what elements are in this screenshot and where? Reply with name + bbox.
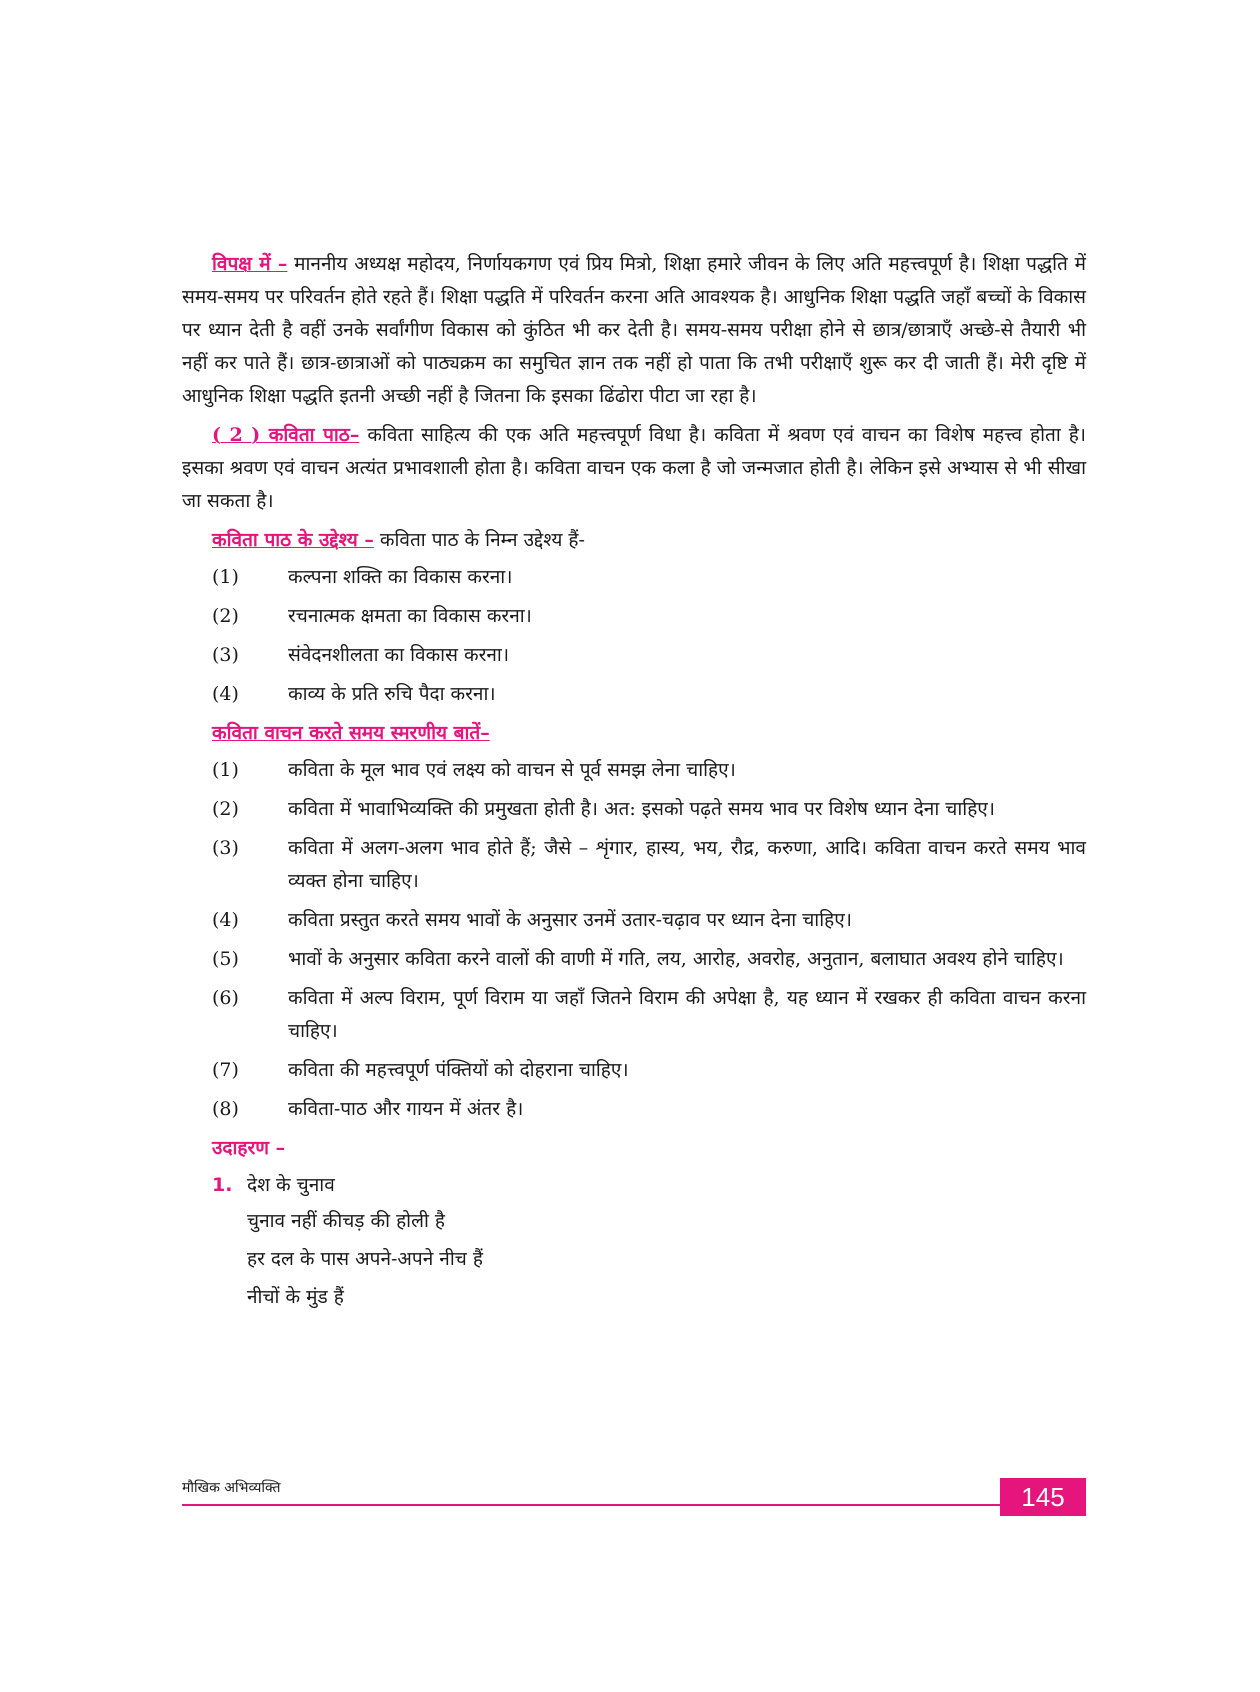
list-text: कविता-पाठ और गायन में अंतर है। bbox=[288, 1098, 524, 1120]
page-footer bbox=[182, 1478, 1086, 1518]
list-item bbox=[182, 600, 1086, 633]
section-kavita-path-label: ( 2 ) कविता पाठ– bbox=[212, 424, 360, 446]
example-title-row bbox=[212, 1169, 1086, 1202]
list-text: कविता में अल्प विराम, पूर्ण विराम या जहाँ जितने विराम की अपेक्षा है, यह ध्यान में रखकर ही कविता वाचन करना चाहिए। bbox=[288, 987, 1086, 1042]
objectives-heading bbox=[212, 524, 1086, 557]
list-item bbox=[182, 1093, 1086, 1126]
list-item bbox=[182, 982, 1086, 1048]
list-number: (1) bbox=[212, 566, 239, 588]
list-text: रचनात्मक क्षमता का विकास करना। bbox=[288, 605, 532, 627]
list-item bbox=[182, 943, 1086, 976]
list-text: कविता की महत्त्वपूर्ण पंक्तियों को दोहराना चाहिए। bbox=[288, 1059, 629, 1081]
list-item bbox=[182, 793, 1086, 826]
objectives-intro: कविता पाठ के निम्न उद्देश्य हैं- bbox=[379, 529, 585, 551]
list-item bbox=[182, 639, 1086, 672]
chapter-title: मौखिक अभिव्यक्ति bbox=[182, 1480, 281, 1496]
list-number: (2) bbox=[212, 605, 239, 627]
list-item bbox=[182, 1054, 1086, 1087]
list-number: (3) bbox=[212, 644, 239, 666]
list-item bbox=[182, 754, 1086, 787]
list-item bbox=[182, 678, 1086, 711]
debate-paragraph bbox=[182, 248, 1086, 413]
list-item bbox=[182, 561, 1086, 594]
list-number: (8) bbox=[212, 1098, 239, 1120]
list-number: (3) bbox=[212, 837, 239, 859]
list-number: (4) bbox=[212, 909, 239, 931]
section-kavita-path-text: कविता साहित्य की एक अति महत्त्वपूर्ण विधा है। कविता में श्रवण एवं वाचन का विशेष महत्त्व होता है। इसका श्रवण एवं वाचन अत्यंत प्रभावशाली होता है। कविता वाचन एक कला है जो जन्मजात होती है। लेकिन इसे अभ्यास से भी सीखा जा सकता है। bbox=[182, 424, 1087, 512]
page-number: 145 bbox=[1000, 1478, 1086, 1516]
debate-text: माननीय अध्यक्ष महोदय, निर्णायकगण एवं प्रिय मित्रो, शिक्षा हमारे जीवन के लिए अति महत्त्वपूर्ण है। शिक्षा पद्धति में समय-समय पर परिवर्तन होते रहते हैं। शिक्षा पद्धति में परिवर्तन करना अति आवश्यक है। आधुनिक शिक्षा पद्धति जहाँ बच्चों के विकास पर ध्यान देती है वहीं उनके सर्वांगीण विकास को कुंठित भी कर देती है। समय-समय परीक्षा होने से छात्र/छात्राएँ अच्छे-से तैयारी भी नहीं कर पाते हैं। छात्र-छात्राओं को पाठ्यक्रम का समुचित ज्ञान तक नहीं हो पाता कि तभी परीक्षाएँ शुरू कर दी जाती हैं। मेरी दृष्टि में आधुनिक शिक्षा पद्धति इतनी अच्छी नहीं है जितना कि इसका ढिंढोरा पीटा जा रहा है। bbox=[182, 253, 1086, 407]
example-block bbox=[212, 1169, 1086, 1316]
list-item bbox=[182, 832, 1086, 898]
footer-rule bbox=[182, 1504, 1000, 1506]
list-number: (7) bbox=[212, 1059, 239, 1081]
poem-line: नीचों के मुंड हैं bbox=[247, 1286, 344, 1308]
list-text: कविता में भावाभिव्यक्ति की प्रमुखता होती है। अत: इसको पढ़ते समय भाव पर विशेष ध्यान देना चाहिए। bbox=[288, 798, 996, 820]
list-number: (2) bbox=[212, 798, 239, 820]
example-number: 1. bbox=[212, 1174, 233, 1196]
points-heading-text: कविता वाचन करते समय स्मरणीय बातें– bbox=[212, 722, 490, 744]
section-kavita-path bbox=[182, 419, 1086, 518]
example-heading-text: उदाहरण – bbox=[212, 1137, 286, 1159]
list-item bbox=[182, 904, 1086, 937]
objectives-list bbox=[182, 561, 1086, 711]
poem-line: हर दल के पास अपने-अपने नीच हैं bbox=[247, 1248, 483, 1270]
points-list bbox=[182, 754, 1086, 1126]
example-title: देश के चुनाव bbox=[247, 1174, 335, 1196]
list-text: संवेदनशीलता का विकास करना। bbox=[288, 644, 510, 666]
list-text: कविता के मूल भाव एवं लक्ष्य को वाचन से पूर्व समझ लेना चाहिए। bbox=[288, 759, 736, 781]
list-number: (5) bbox=[212, 948, 239, 970]
objectives-label: कविता पाठ के उद्देश्य – bbox=[212, 529, 374, 551]
list-text: कविता में अलग-अलग भाव होते हैं; जैसे – शृंगार, हास्य, भय, रौद्र, करुणा, आदि। कविता वाचन करते समय भाव व्यक्त होना चाहिए। bbox=[288, 837, 1086, 892]
list-number: (6) bbox=[212, 987, 239, 1009]
list-text: काव्य के प्रति रुचि पैदा करना। bbox=[288, 683, 496, 705]
example-heading bbox=[212, 1132, 1086, 1165]
poem-line: चुनाव नहीं कीचड़ की होली है bbox=[247, 1210, 446, 1232]
page-content bbox=[182, 248, 1086, 1316]
list-number: (4) bbox=[212, 683, 239, 705]
list-text: कविता प्रस्तुत करते समय भावों के अनुसार उनमें उतार-चढ़ाव पर ध्यान देना चाहिए। bbox=[288, 909, 852, 931]
list-text: कल्पना शक्ति का विकास करना। bbox=[288, 566, 513, 588]
list-number: (1) bbox=[212, 759, 239, 781]
points-heading bbox=[212, 717, 1086, 750]
debate-label: विपक्ष में – bbox=[212, 253, 288, 275]
list-text: भावों के अनुसार कविता करने वालों की वाणी में गति, लय, आरोह, अवरोह, अनुतान, बलाघात अवश्य होने चाहिए। bbox=[288, 948, 1064, 970]
